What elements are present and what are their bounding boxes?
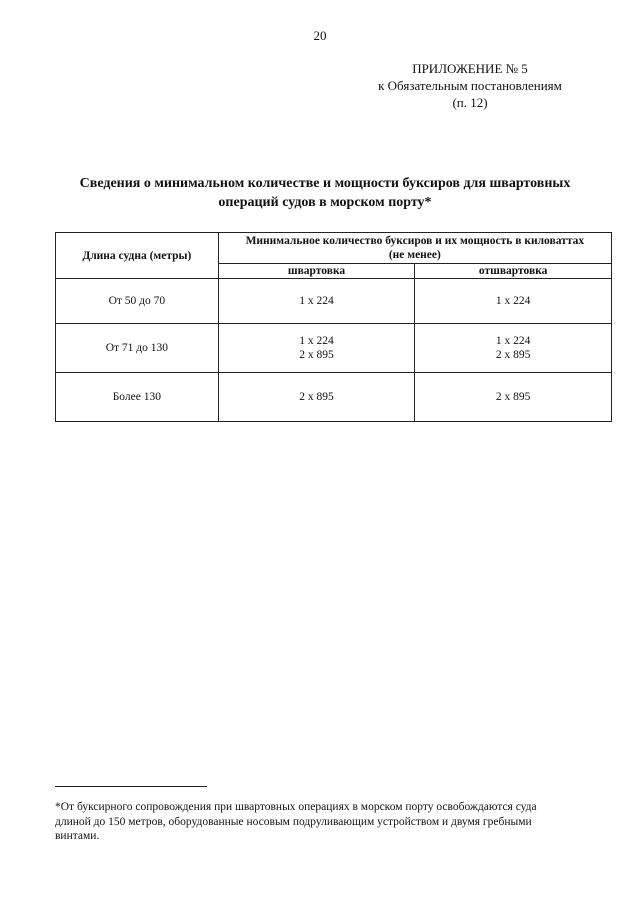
cell-mooring [218,373,415,422]
cell-length: Более 130 [56,373,219,422]
appendix-reference: к Обязательным постановлениям [378,78,562,93]
table-row [56,279,612,324]
cell-value: 1 х 224 [495,335,531,347]
tug-requirements-table [55,232,612,422]
table-row [56,373,612,422]
header-vessel-length: Длина судна (метры) [56,233,219,279]
header-tug-requirements-line-2: (не менее) [388,249,441,261]
cell-value: 1 х 224 [299,335,334,347]
cell-unmooring [415,279,612,324]
cell-unmooring [415,373,612,422]
cell-length: От 71 до 130 [56,324,219,373]
cell-unmooring [415,324,612,373]
appendix-clause: (п. 12) [452,95,488,110]
footnote-line-2: длиной до 150 метров, оборудованные носовым подруливающим устройством и двумя гребными [55,815,532,828]
cell-value: 1 х 224 [299,295,334,307]
header-mooring: швартовка [218,264,415,279]
header-unmooring: отшвартовка [415,264,612,279]
document-title-line-1: Сведения о минимальном количестве и мощности буксиров для швартовных [79,176,571,191]
cell-value: 2 х 895 [495,349,531,361]
footnote-separator [55,786,207,787]
appendix-title: ПРИЛОЖЕНИЕ № 5 [412,61,528,76]
document-title [40,174,610,212]
cell-mooring [218,324,415,373]
cell-length: От 50 до 70 [56,279,219,324]
cell-mooring [218,279,415,324]
appendix-block [340,60,600,111]
header-tug-requirements-line-1: Минимальное количество буксиров и их мощность в киловаттах [245,235,585,247]
cell-value: 2 х 895 [495,391,531,403]
header-tug-requirements [218,233,611,264]
cell-value: 2 х 895 [299,391,334,403]
footnote-line-1: *От буксирного сопровождения при швартовных операциях в морском порту освобождаются суда [55,801,537,813]
table-row [56,324,612,373]
document-title-line-2: операций судов в морском порту* [218,195,432,210]
cell-value: 2 х 895 [299,349,334,361]
page-number: 20 [313,28,327,43]
footnote [55,800,620,844]
footnote-line-3: винтами. [55,830,100,842]
cell-value: 1 х 224 [495,295,531,307]
